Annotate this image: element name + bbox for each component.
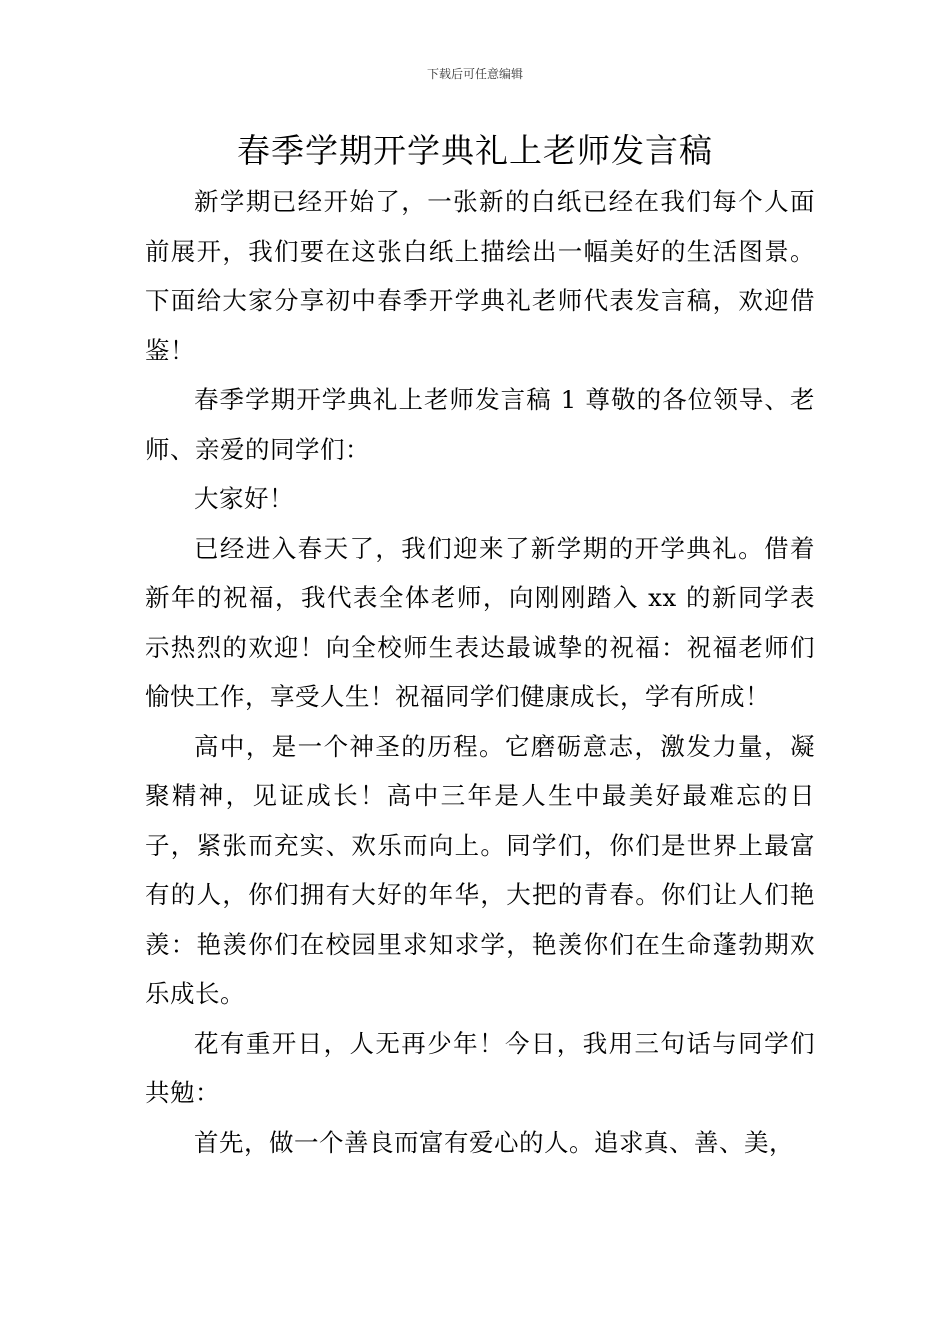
paragraph-greeting-heading: 春季学期开学典礼上老师发言稿 1 尊敬的各位领导、老师、亲爱的同学们：	[145, 385, 815, 464]
paragraph-high-school: 高中，是一个神圣的历程。它磨砺意志，激发力量，凝聚精神，见证成长！高中三年是人生中最美好最难忘的日子，紧张而充实、欢乐而向上。同学们，你们是世界上最富有的人，你们拥有大好的年华，大把的青春。你们让人们艳羡：艳羡你们在校园里求知求学，艳羡你们在生命蓬勃期欢乐成长。	[145, 731, 815, 1008]
paragraph-welcome: 已经进入春天了，我们迎来了新学期的开学典礼。借着新年的祝福，我代表全体老师，向刚刚踏入 xx 的新同学表示热烈的欢迎！向全校师生表达最诚挚的祝福：祝福老师们愉快工作，享受人生！祝福同学们健康成长，学有所成！	[145, 533, 815, 711]
document-body	[145, 177, 815, 1167]
paragraph-hello: 大家好！	[194, 484, 294, 513]
paragraph-intro: 新学期已经开始了，一张新的白纸已经在我们每个人面前展开，我们要在这张白纸上描绘出一幅美好的生活图景。下面给大家分享初中春季开学典礼老师代表发言稿，欢迎借鉴！	[145, 187, 815, 365]
document-title: 春季学期开学典礼上老师发言稿	[237, 131, 713, 170]
paragraph-first-point: 首先，做一个善良而富有爱心的人。追求真、善、美，	[194, 1127, 794, 1157]
paragraph-encouragement: 花有重开日，人无再少年！今日，我用三句话与同学们共勉：	[145, 1028, 815, 1107]
header-note: 下载后可任意编辑	[426, 67, 523, 81]
